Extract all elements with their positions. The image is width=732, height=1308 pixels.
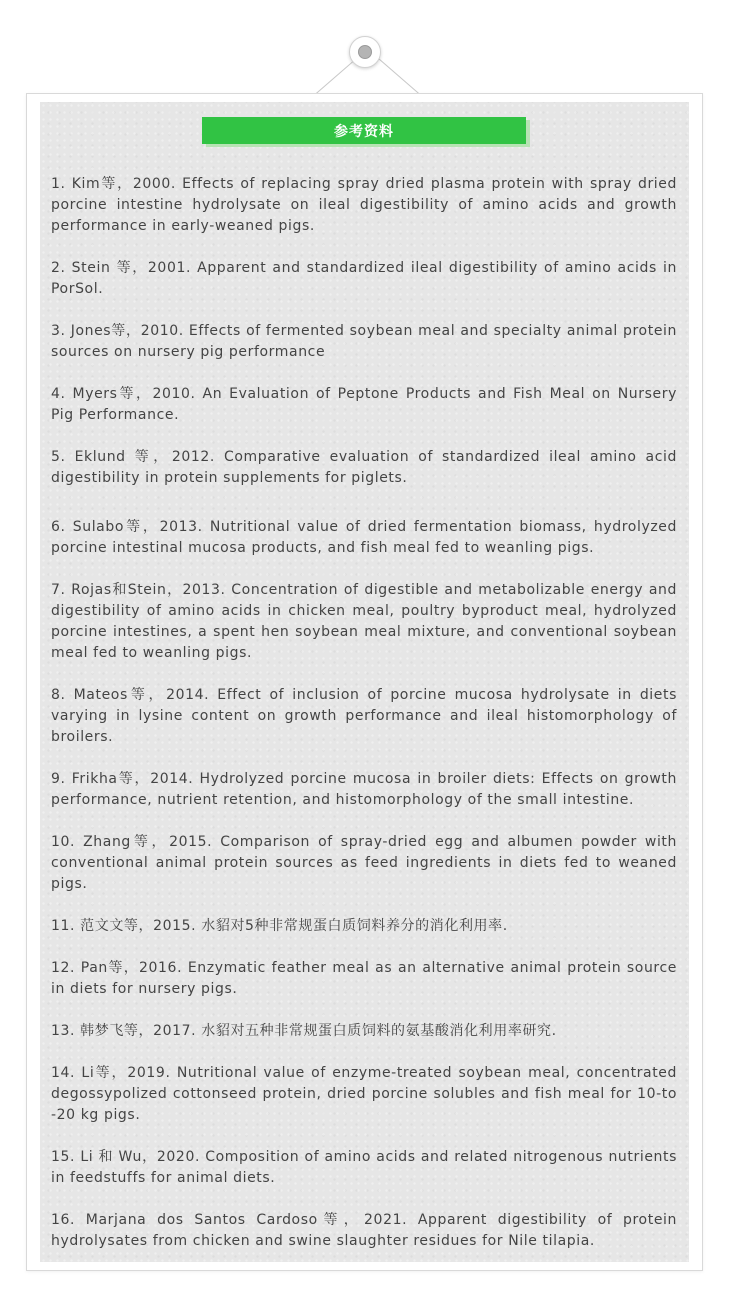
reference-item-3: 3. Jones等，2010. Effects of fermented soybean meal and specialty animal protein sources on nursery pig performance [51, 323, 677, 360]
reference-item-14: 14. Li等，2019. Nutritional value of enzyme-treated soybean meal, concentrated degossypolized cottonseed protein, dried porcine solubles and fish meal for 10-to -20 kg pigs. [51, 1065, 677, 1123]
reference-item-2: 2. Stein 等，2001. Apparent and standardized ileal digestibility of amino acids in PorSol. [51, 260, 677, 297]
paper-panel [40, 102, 689, 1262]
reference-item-10: 10. Zhang等，2015. Comparison of spray-dried egg and albumen powder with conventional animal protein sources as feed ingredients in diets fed to weaned pigs. [51, 834, 677, 892]
reference-item-4: 4. Myers等，2010. An Evaluation of Peptone Products and Fish Meal on Nursery Pig Performance. [51, 386, 677, 423]
reference-item-9: 9. Frikha等，2014. Hydrolyzed porcine mucosa in broiler diets: Effects on growth performance, nutrient retention, and histomorphology of the small intestine. [51, 771, 677, 808]
reference-item-5: 5. Eklund 等，2012. Comparative evaluation of standardized ileal amino acid digestibility in protein supplements for piglets. [51, 449, 677, 486]
reference-item-16: 16. Marjana dos Santos Cardoso等，2021. Apparent digestibility of protein hydrolysates from chicken and swine slaughter residues for Nile tilapia. [51, 1212, 677, 1249]
reference-item-8: 8. Mateos等，2014. Effect of inclusion of porcine mucosa hydrolysate in diets varying in lysine content on growth performance and ileal histomorphology of broilers. [51, 687, 677, 745]
reference-item-7: 7. Rojas和Stein，2013. Concentration of digestible and metabolizable energy and digestibility of amino acids in chicken meal, poultry byproduct meal, hydrolyzed porcine intestines, a spent hen soybean meal mixture, and conventional soybean meal fed to weanling pigs. [51, 582, 677, 661]
reference-item-15: 15. Li 和 Wu，2020. Composition of amino acids and related nitrogenous nutrients in feedstuffs for animal diets. [51, 1149, 677, 1186]
reference-item-6: 6. Sulabo等，2013. Nutritional value of dried fermentation biomass, hydrolyzed porcine intestinal mucosa products, and fish meal fed to weanling pigs. [51, 519, 677, 556]
reference-item-13: 13. 韩梦飞等，2017. 水貂对五种非常规蛋白质饲料的氨基酸消化利用率研究. [51, 1023, 557, 1039]
reference-item-11: 11. 范文文等，2015. 水貂对5种非常规蛋白质饲料养分的消化利用率. [51, 918, 508, 934]
section-title: 参考资料 [202, 117, 526, 144]
pin-head [358, 45, 372, 59]
card-frame [26, 93, 703, 1271]
pin-icon [349, 36, 381, 68]
reference-item-1: 1. Kim等，2000. Effects of replacing spray dried plasma protein with spray dried porcine intestine hydrolysate on ileal digestibility of amino acids and growth performance in early-weaned pigs. [51, 176, 677, 234]
reference-item-12: 12. Pan等，2016. Enzymatic feather meal as an alternative animal protein source in diets for nursery pigs. [51, 960, 677, 997]
reference-list [51, 174, 677, 1252]
